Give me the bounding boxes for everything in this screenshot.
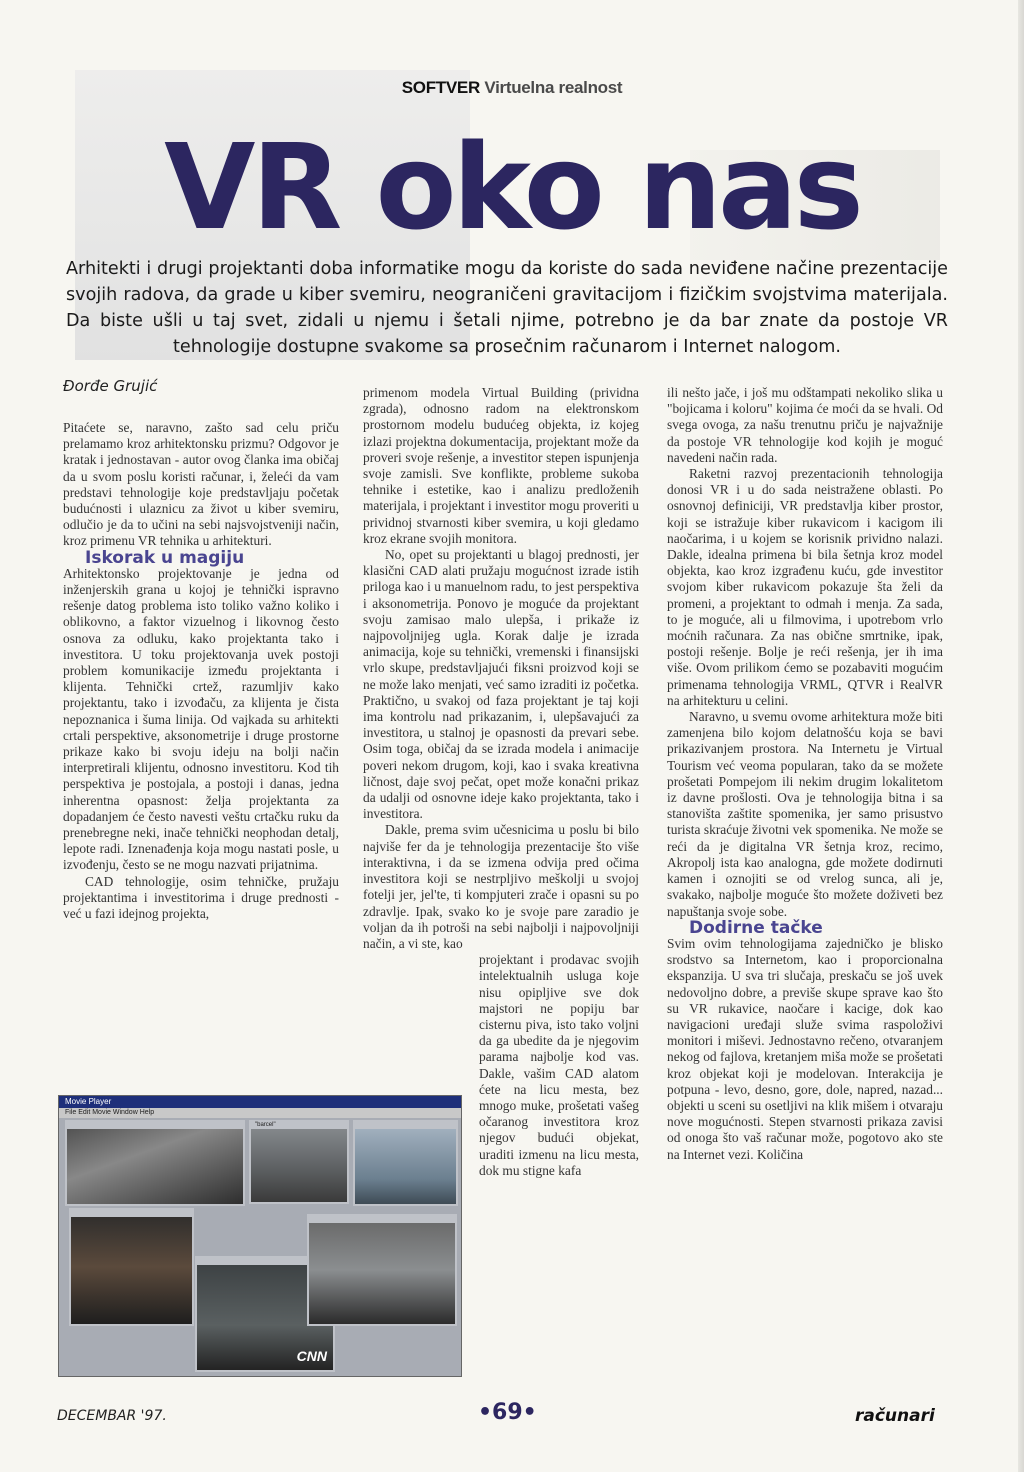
column-2 — [363, 385, 639, 1179]
paragraph: Naravno, u svemu ovome arhitektura može biti zamenjena bilo kojom delatnošću koja se bavi prikazivanjem prostora. Na Internetu je Virtual Tourism već veoma popularan, tako da se možete prošetati Pompejom ili nekim drugim lokalitetom iz davne prošlosti. Ova je tehnologija bitna i sa stanovišta zaštite spomenika, jer samo prisustvo turista skraćuje životni vek spomenika. Ne može se reći da je digitalna VR šetnja kroz, recimo, Akropolj ista kao analogna, gde možete dodirnuti kamen i oznojiti se od vrelog sunca, ali je, svakako, najbolje moguće što možete doživeti bez napuštanja svoje sobe. — [667, 709, 943, 919]
video-frame-car — [65, 1120, 245, 1206]
paragraph: CAD tehnologije, osim tehničke, pružaju projektantima i investitorima i druge prednosti - već u fazi idejnog projekta, — [63, 873, 339, 922]
section-label: SOFTVER — [401, 78, 480, 97]
paragraph: primenom modela Virtual Building (prividna zgrada), odnosno radom na elektronskom prostornom modelu budućeg objekta, iz kojeg izlazi projektna dokumentacija, projektant može da proveri svoje rešenje, a investitor stepen ispunjenja svoje zamisli. Sve konflikte, probleme sukoba tehnike i estetike, kao i analizu predloženih materijala, i projektant i investitor mogu proveriti u prividnoj stvarnosti kiber svemira, u koji gledamo kroz ekrane svojih monitora. — [363, 385, 639, 546]
window-menu-bar: File Edit Movie Window Help — [59, 1108, 461, 1118]
frame-label: "barcel" — [251, 1122, 347, 1129]
subheading-iskorak: Iskorak u magiju — [85, 547, 245, 568]
paragraph: Arhitektonsko projektovanje je jedna od inženjerskih grana u kojoj je tehnički ispravno rešenje datog problema isto toliko važno koliko i oblikovno, a faktor vizuelnog i likovnog često osnova za odluku, kako projektanta tako i investitora. U toku projektovanja uvek postoji problem komunikacije između projektanta i klijenta. Tehnički crtež, razumljiv kako projektantu, tako i izvođaču, za klijenta je čista nepoznanica i šuma linija. Od vajkada su arhitekti crtali perspektive, aksonometrije i druge prostorne prikaze kako bi svoju ideju na bolji način interpretirali klijentu, odnosno investitoru. Kod tih perspektiva je postojala, a postoji i danas, jedna inherentna opasnost: želja projektanta za dopadanjem će često navesti veštu crtačku ruku da prenebregne neki, inače tehnički neophodan detalj, lepote radi. Iznenađenja koja mogu nastati posle, u izvođenju, često se ne mogu nazvati prijatnima. — [63, 565, 339, 873]
page-number: •69• — [478, 1400, 537, 1425]
section-header — [0, 78, 1024, 98]
category-label: Virtuelna realnost — [484, 78, 623, 97]
column-3 — [667, 385, 943, 1163]
author-name: Đorđe Grujić — [63, 377, 158, 395]
paragraph: Raketni razvoj prezentacionih tehnologija donosi VR i u do sada neistražene oblasti. Po osnovnoj definiciji, VR predstavlja kiber prostor, koji se istražuje kiber rukavicom i kacigom ili naočarima, i u kojem se korisnik prividno nalazi. Dakle, idealna primena bi bila šetnja kroz model objekta, kao kroz izgrađenu kuću, gde investitor svojom kiber rukavicom pokazuje šta želi da promeni, a projektant to odmah i menja. Za sada, to je moguće, ali u filmovima, i upotrebom vrlo moćnih računara. Za nas obične smrtnike, ipak, postoji rešenje. Bolje je reći rešenja, jer ih ima više. Ovom prilikom ćemo se pozabaviti mogućim primenama tehnologija VRML, QTVR i RealVR na arhitekturu u celini. — [667, 466, 943, 708]
window-title-bar: Movie Player — [59, 1096, 461, 1108]
movie-player-screenshot — [58, 1095, 462, 1377]
footer-date: DECEMBAR '97. — [57, 1408, 167, 1424]
paragraph: ili nešto jače, i još mu odštampati nekoliko slika u "bojicama i koloru" kojima će moći da se hvali. Od svega ovoga, za našu trenutnu priču je najvažnije da postoje VR tehnologije kod kojih je moguć navedeni način rada. — [667, 385, 943, 465]
paragraph: Dakle, prema svim učesnicima u poslu bi bilo najviše fer da je tehnologija prezentacije što više interaktivna, i da se izmena odvija pred očima investitora koji se nestrpljivo meškolji u svojoj fotelji jer, jel'te, ti kompjuteri zrače i opasni su po zdravlje. Ipak, svako ko je svoje pare zaradio je voljan da ih potroši na sebi najbolji i najpovoljniji način, a vi ste, kao — [363, 822, 639, 951]
article-lead: Arhitekti i drugi projektanti doba informatike mogu da koriste do sada neviđene načine prezentacije svojih radova, da grade u kiber svemiru, neograničeni gravitacijom i fizičkim svojstvima materijala. Da biste ušli u taj svet, zidali u njemu i šetali njime, potrebno je da bar znate da postoje VR tehnologije dostupne svakome sa prosečnim računarom i Internet nalogom. — [66, 259, 948, 357]
cnn-logo: CNN — [296, 1348, 327, 1364]
video-frame-street — [249, 1120, 349, 1204]
column-1 — [63, 420, 339, 922]
subheading-dodirne: Dodirne tačke — [689, 917, 823, 938]
paragraph: Svim ovim tehnologijama zajedničko je blisko srodstvo sa Internetom, kao i proporcionalna ekspanzija. U sva tri slučaja, preskaču se još uvek nedovoljno dobre, a previše skupe sprave kao što su VR rukavice, naočare i kacige, dok kao navigacioni uređaji služe svima raspoloživi monitori i miševi. Jednostavno rečeno, otvaranjem nekog od fajlova, kretanjem miša može se prošetati kroz objekat koji je modelovan. Interakcija je potpuna - levo, desno, gore, dole, napred, nazad... objekti u sceni su osetljivi na klik mišem i otvaraju nove mogućnosti. Stepen stvarnosti prikaza zavisi od onoga što vaš računar može, pogotovo ako ste na Internet vezi. Količina — [667, 935, 943, 1162]
video-frame-plaza — [353, 1120, 458, 1206]
paragraph: projektant i prodavac svojih intelektualnih usluga koje nisu opipljive sve dok majstori ne popiju bar cisternu piva, isto tako voljni da ga ubedite da je njegovim parama najbolje kod vas. Dakle, vašim CAD alatom ćete na licu mesta, bez mnogo muke, prošetati vašeg očaranog investitora kroz njegov budući objekat, uraditi izmenu na licu mesta, dok mu stigne kafa — [479, 952, 639, 1178]
magazine-name: računari — [855, 1406, 935, 1426]
video-frame-interior — [69, 1208, 194, 1326]
video-frame-corridor — [307, 1214, 457, 1326]
intro-paragraph: Pitaćete se, naravno, zašto sad celu priču prelamamo kroz arhitektonsku prizmu? Odgovor je kratak i jednostavan - autor ovog članka ima običaj da u svom poslu koristi računar, i, želeći da vam predstavi tehnologije koje predstavljaju početak budućnosti i ulaznicu za život u kiber svemiru, odlučio je da to učini na sebi najsvojstveniji način, kroz primenu VR tehnika u arhitekturi. — [63, 420, 339, 549]
article-title: VR oko nas — [164, 118, 860, 256]
paragraph: No, opet su projektanti u blagoj prednosti, jer klasični CAD alati pružaju mogućnost izrade istih priloga kao i u manuelnom radu, to jest perspektiva i aksonometrija. Ponovo je moguće da projektant svoju zamisao malo ulepša, i prikaže iz najpovoljnijeg ugla. Korak dalje je izrada animacija, koje su tehnički, vremenski i finansijski vrlo skupe, predstavljajući fiksni proizvod koji se ne može lako menjati, već samo izraditi iz početka. Praktično, u svakoj od faza projektant je taj koji ima kontrolu nad prikazanim, i, ulepšavajući za investitora, u stalnoj je opasnosti da prevari sebe. Osim toga, običaj da se izrada modela i animacije poveri nekom drugom, koji, kao i svaka kreativna ličnost, daje svoj pečat, opet može konačni prikaz da udalji od osnovne ideje kako projektanta, tako i investitora. — [363, 547, 639, 822]
